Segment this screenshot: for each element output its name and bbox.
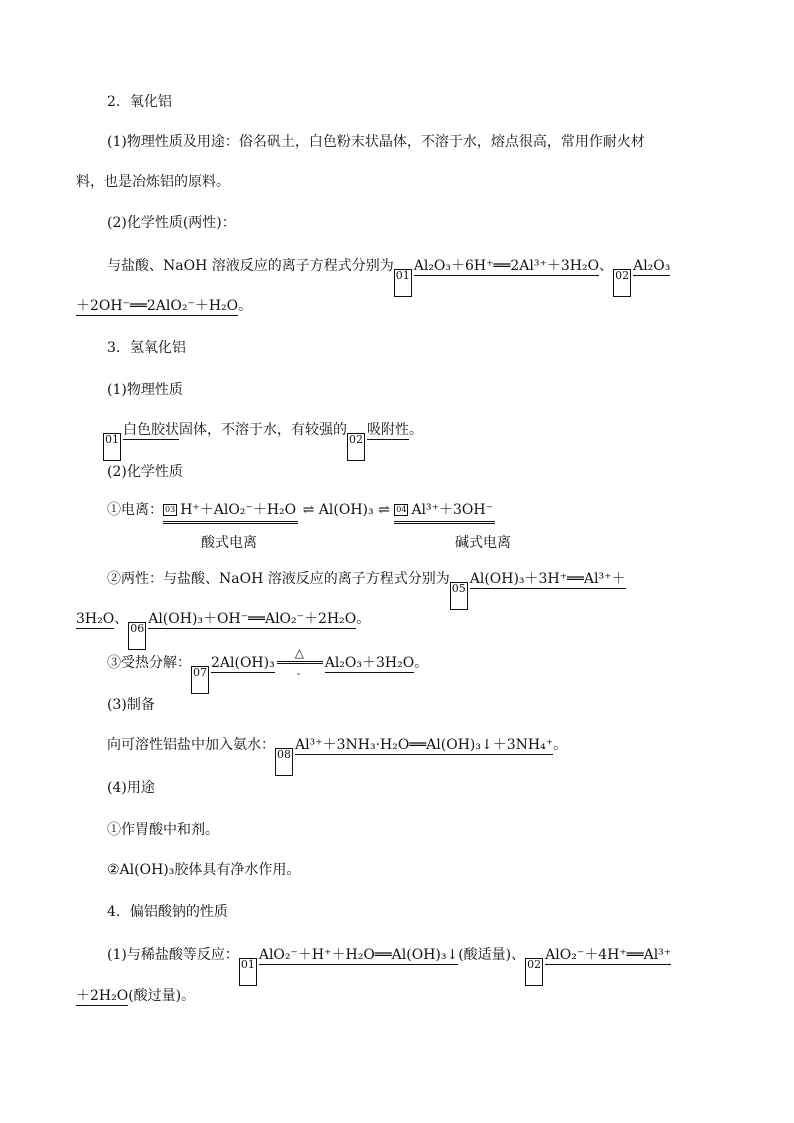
s4-line1 — [107, 945, 671, 986]
equation-aluminate-acid-moderate: AlO₂⁻＋H⁺＋H₂O══Al(OH)₃↓ — [258, 947, 459, 963]
ionization-equation — [107, 500, 495, 524]
amphoteric-line1 — [107, 569, 626, 610]
heat-reactant: 2Al(OH)₃ — [211, 655, 275, 671]
answer-box-01: 01 — [103, 433, 121, 461]
s2-equation-line1 — [107, 256, 670, 297]
separator: 、 — [114, 611, 129, 627]
s3-use-heading: (4)用途 — [107, 780, 155, 796]
answer-box-02: 02 — [613, 269, 631, 297]
answer-box-02: 02 — [525, 958, 543, 986]
s2-physical-line2: 料，也是冶炼铝的原料。 — [76, 174, 230, 190]
equilibrium-arrow-1: ⇌ — [302, 502, 315, 518]
s4-line2 — [76, 986, 195, 1006]
fill-white-colloidal: 白色胶状 — [123, 422, 179, 438]
double-line — [277, 661, 323, 664]
acid-ionization — [163, 500, 298, 524]
section-2-heading: 2．氧化铝 — [107, 94, 172, 110]
s2-equation-prefix: 与盐酸、NaOH 溶液反应的离子方程式分别为 — [107, 258, 394, 274]
equation-aloh3-hcl-part2: 3H₂O — [76, 611, 115, 627]
heat-triangle-icon: △ — [294, 646, 304, 660]
use-item-1: ①作胃酸中和剂。 — [107, 822, 219, 838]
equation-aluminate-acid-excess-part1: AlO₂⁻＋4H⁺══Al³⁺ — [545, 947, 672, 963]
amphoteric-line2 — [76, 609, 370, 650]
answer-box-04: 04 — [396, 505, 407, 514]
period: 。 — [409, 422, 423, 438]
s2-chemical-heading: (2)化学性质(两性)： — [107, 215, 236, 231]
s2-physical-line1: (1)物理性质及用途：俗名矾土，白色粉末状晶体，不溶于水，熔点很高，常用作耐火材 — [107, 134, 645, 150]
heat-dash: - — [296, 669, 301, 680]
section-4-heading: 4．偏铝酸钠的性质 — [107, 904, 228, 920]
heat-decomposition — [107, 646, 429, 694]
answer-box-08: 08 — [275, 748, 293, 776]
note-acid-moderate: (酸适量)、 — [458, 947, 526, 963]
s4-prefix: (1)与稀盐酸等反应： — [107, 947, 239, 963]
s2-equation-line2 — [76, 296, 252, 316]
equation-al2o3-naoh-part1: Al₂O₃ — [633, 258, 671, 274]
period: 。 — [238, 298, 253, 314]
aluminum-hydroxide: Al(OH)₃ — [318, 502, 374, 518]
separator: 、 — [599, 258, 614, 274]
period: 。 — [181, 988, 196, 1004]
heat-condition — [275, 646, 325, 680]
s3-chemical-heading: (2)化学性质 — [107, 464, 183, 480]
fill-adsorption: 吸附性 — [367, 422, 409, 438]
answer-box-06: 06 — [128, 622, 146, 650]
equation-al2o3-hcl: Al₂O₃＋6H⁺══2Al³⁺＋3H₂O — [413, 258, 600, 274]
answer-box-02: 02 — [347, 433, 365, 461]
s3-physical-heading: (1)物理性质 — [107, 382, 183, 398]
acid-ionization-species: H⁺＋AlO₂⁻＋H₂O — [180, 502, 297, 518]
base-ionization-species: Al³⁺＋3OH⁻ — [411, 502, 494, 518]
heat-products: Al₂O₃＋3H₂O — [324, 655, 415, 671]
amphoteric-prefix: ②两性：与盐酸、NaOH 溶液反应的离子方程式分别为 — [107, 571, 450, 587]
period: 。 — [356, 611, 371, 627]
prep-line — [107, 735, 567, 776]
section-3-heading: 3．氢氧化铝 — [107, 340, 186, 356]
note-acid-excess: (酸过量) — [128, 988, 182, 1004]
equation-aluminate-acid-excess-part2: ＋2H₂O — [76, 988, 129, 1004]
s3-prep-heading: (3)制备 — [107, 697, 155, 713]
heat-label: ③受热分解： — [107, 655, 191, 671]
acid-ionization-caption: 酸式电离 — [201, 535, 257, 551]
answer-box-01: 01 — [239, 958, 257, 986]
ionization-label: ①电离： — [107, 502, 163, 518]
period: 。 — [553, 737, 568, 753]
equation-aloh3-hcl-part1: Al(OH)₃＋3H⁺══Al³⁺＋ — [469, 571, 626, 587]
answer-box-01: 01 — [394, 269, 412, 297]
prep-prefix: 向可溶性铝盐中加入氨水： — [107, 737, 275, 753]
base-ionization — [394, 500, 495, 524]
equation-aloh3-naoh: Al(OH)₃＋OH⁻══AlO₂⁻＋2H₂O — [148, 611, 357, 627]
use-item-2: ②Al(OH)₃胶体具有净水作用。 — [107, 862, 301, 878]
base-ionization-caption: 碱式电离 — [455, 535, 511, 551]
answer-box-05: 05 — [450, 582, 468, 610]
equation-al2o3-naoh-part2: ＋2OH⁻══2AlO₂⁻＋H₂O — [76, 298, 239, 314]
equilibrium-arrow-2: ⇌ — [378, 502, 390, 518]
equation-ammonia: Al³⁺＋3NH₃·H₂O══Al(OH)₃↓＋3NH₄⁺ — [295, 737, 554, 753]
answer-box-03: 03 — [165, 505, 176, 514]
answer-box-07: 07 — [191, 666, 209, 694]
s3-physical-mid: 固体，不溶于水，有较强的 — [179, 422, 347, 438]
period: 。 — [414, 655, 429, 671]
s3-physical-text — [103, 420, 423, 461]
